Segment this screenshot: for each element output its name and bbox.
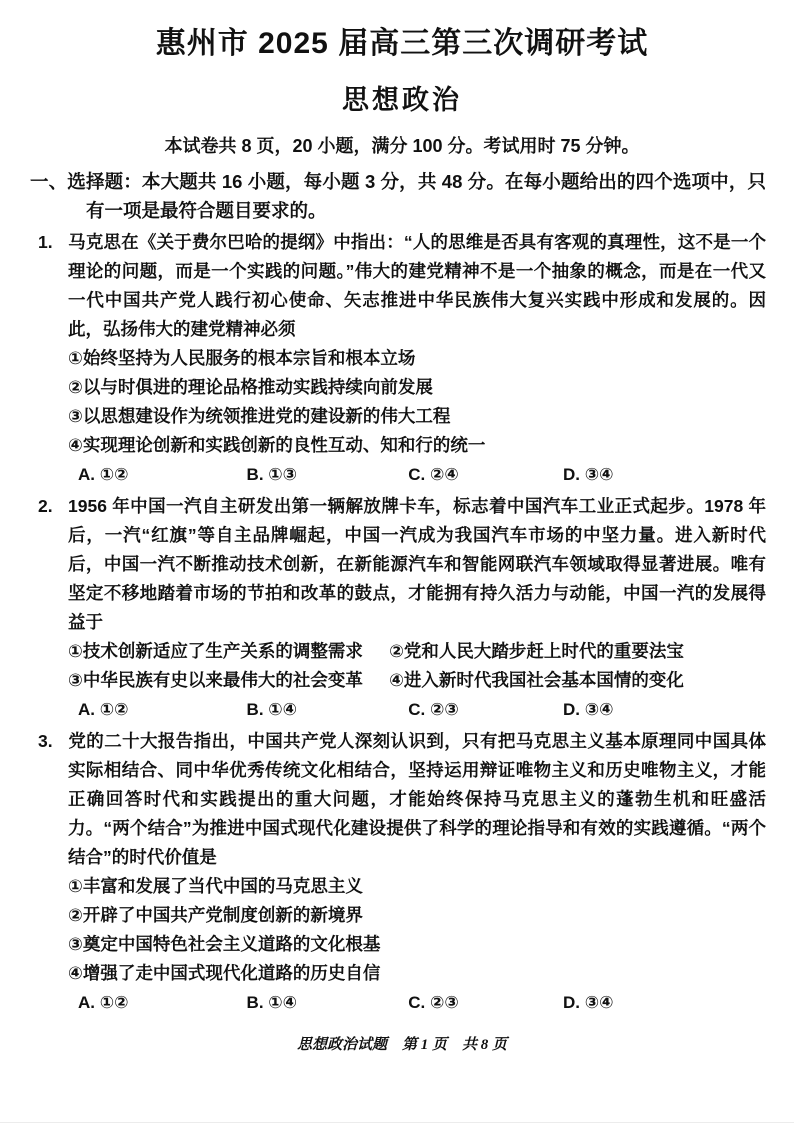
choice-b: B. ①③: [246, 465, 298, 484]
question-2-statements: [38, 637, 766, 695]
choice-c: C. ②③: [408, 993, 459, 1012]
statement-2: ②党和人民大踏步赶上时代的重要法宝: [389, 641, 684, 661]
statement-3: ③奠定中国特色社会主义道路的文化根基: [68, 934, 381, 954]
statement-1: ①技术创新适应了生产关系的调整需求: [68, 641, 363, 661]
choice-b: B. ①④: [246, 993, 298, 1012]
statement-3: ③以思想建设作为统领推进党的建设新的伟大工程: [68, 406, 451, 426]
exam-subject: 思想政治: [342, 85, 462, 115]
statement-4: ④进入新时代我国社会基本国情的变化: [389, 670, 684, 690]
question-2-number: 2.: [38, 496, 53, 516]
exam-title: 惠州市 2025 届高三第三次调研考试: [155, 27, 649, 60]
choice-a: A. ①②: [78, 700, 129, 719]
choice-d: D. ③④: [563, 465, 614, 484]
question-1-number: 1.: [38, 232, 53, 252]
question-2-choices-row: [38, 695, 766, 724]
choice-d: D. ③④: [563, 993, 614, 1012]
page-footer: 思想政治试题 第 1 页 共 8 页: [296, 1037, 507, 1053]
question-3-statements: [38, 872, 766, 988]
question-1-stem: 马克思在《关于费尔巴哈的提纲》中指出：“人的思维是否具有客观的真理性，这不是一个理论的问题，而是一个实践的问题。”伟大的建党精神不是一个抽象的概念，而是在一代又一代中国共产党人践行初心使命、矢志推进中华民族伟大复兴实践中形成和发展的。因此，弘扬伟大的建党精神必须: [68, 232, 766, 339]
question-2-stem-row: [38, 492, 766, 637]
question-3-stem: 党的二十大报告指出，中国共产党人深刻认识到，只有把马克思主义基本原理同中国具体实际相结合、同中华优秀传统文化相结合，坚持运用辩证唯物主义和历史唯物主义，才能正确回答时代和实践提出的重大问题，才能始终保持马克思主义的蓬勃生机和旺盛活力。“两个结合”为推进中国式现代化建设提供了科学的理论指导和有效的实践遵循。“两个结合”的时代价值是: [68, 731, 766, 867]
choice-a: A. ①②: [78, 993, 129, 1012]
question-2-stem: 1956 年中国一汽自主研发出第一辆解放牌卡车，标志着中国汽车工业正式起步。1978 年后，一汽“红旗”等自主品牌崛起，中国一汽成为我国汽车市场的中坚力量。进入新时代后，中国一汽不断推动技术创新，在新能源汽车和智能网联汽车领域取得显著进展。唯有坚定不移地踏着市场的节拍和改革的鼓点，才能拥有持久活力与动能，中国一汽的发展得益于: [68, 496, 766, 632]
exam-info-line: 本试卷共 8 页，20 小题，满分 100 分。考试用时 75 分钟。: [164, 136, 640, 156]
question-3-number: 3.: [38, 731, 53, 751]
section-heading: 一、选择题：本大题共 16 小题，每小题 3 分，共 48 分。在每小题给出的四个选项中，只有一项是最符合题目要求的。: [30, 171, 766, 221]
statement-1: ①丰富和发展了当代中国的马克思主义: [68, 876, 363, 896]
statement-2: ②开辟了中国共产党制度创新的新境界: [68, 905, 363, 925]
choice-c: C. ②③: [408, 700, 459, 719]
choice-a: A. ①②: [78, 465, 129, 484]
question-1-statements: [38, 344, 766, 460]
statement-4: ④实现理论创新和实践创新的良性互动、知和行的统一: [68, 435, 486, 455]
question-1-choices-row: [38, 460, 766, 489]
statement-4: ④增强了走中国式现代化道路的历史自信: [68, 963, 381, 983]
question-3: [38, 727, 766, 1017]
question-2: [38, 492, 766, 724]
question-1: [38, 228, 766, 489]
question-3-stem-row: [38, 727, 766, 872]
choice-d: D. ③④: [563, 700, 614, 719]
choice-c: C. ②④: [408, 465, 459, 484]
question-3-choices-row: [38, 988, 766, 1017]
statement-1: ①始终坚持为人民服务的根本宗旨和根本立场: [68, 348, 416, 368]
question-1-stem-row: [38, 228, 766, 344]
statement-2: ②以与时俱进的理论品格推动实践持续向前发展: [68, 377, 433, 397]
statement-3: ③中华民族有史以来最伟大的社会变革: [68, 670, 363, 690]
choice-b: B. ①④: [246, 700, 298, 719]
